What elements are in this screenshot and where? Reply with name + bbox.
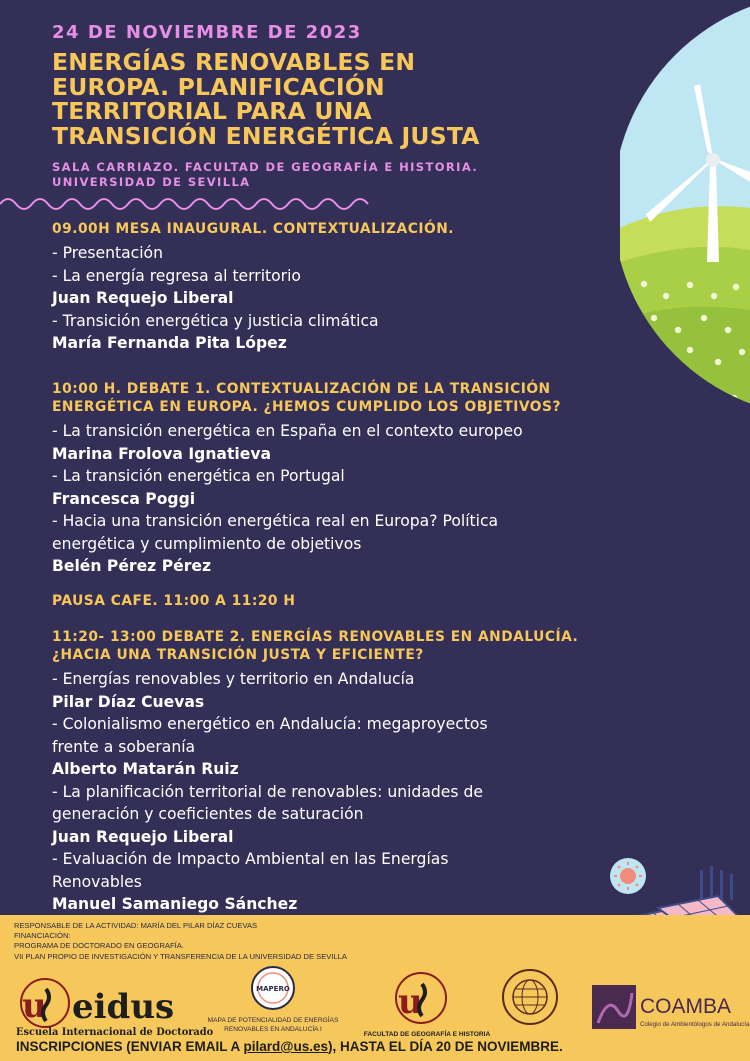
eidus-subtitle: Escuela Internacional de Doctorado: [16, 1027, 214, 1038]
program-item: - La planificación territorial de renovables: unidades de: [52, 782, 483, 801]
speaker-name: Juan Requejo Liberal: [52, 827, 234, 846]
svg-text:u: u: [22, 986, 47, 1026]
mapero-logo-label: MAPERO: [256, 985, 290, 993]
program-item: energética y cumplimiento de objetivos: [52, 534, 362, 553]
mapero-caption-line: RENOVABLES EN ANDALUCÍA I: [224, 1025, 322, 1033]
program-item: - La transición energética en España en el contexto europeo: [52, 422, 523, 440]
venue-line: SALA CARRIAZO. FACULTAD DE GEOGRAFÍA E HISTORIA.: [52, 160, 479, 174]
section-title-line: 11:20- 13:00 DEBATE 2. ENERGÍAS RENOVABLES EN ANDALUCÍA.: [52, 629, 579, 645]
decorative-wave: [0, 192, 380, 216]
event-date: 24 DE NOVIEMBRE DE 2023: [52, 22, 362, 43]
section-title-line: ENERGÉTICA EN EUROPA. ¿HEMOS CUMPLIDO LOS OBJETIVOS?: [52, 399, 561, 415]
section-pausa-cafe: [52, 592, 742, 610]
speaker-name: María Fernanda Pita López: [52, 334, 287, 352]
fgh-seal-icon: [392, 969, 450, 1027]
section-title-line: 10:00 H. DEBATE 1. CONTEXTUALIZACIÓN DE LA TRANSICIÓN: [52, 381, 551, 397]
program-item: - La energía regresa al territorio: [52, 266, 301, 285]
footer: [0, 915, 750, 1061]
speaker-name: Manuel Samaniego Sánchez: [52, 895, 298, 913]
coamba-name: COAMBA: [640, 995, 732, 1018]
registration-text-after: ), HASTA EL DÍA 20 DE NOVIEMBRE.: [327, 1039, 563, 1054]
registration-email-link[interactable]: pilard@us.es: [243, 1039, 328, 1054]
credit-line: PROGRAMA DE DOCTORADO EN GEOGRAFÍA.: [14, 941, 184, 951]
mapero-logo-icon: [250, 965, 296, 1011]
colegio-geografos-seal-icon: [500, 967, 560, 1027]
coamba-subtitle: Colegio de Ambientólogos de Andalucía: [640, 1021, 750, 1028]
section-title-line: ¿HACIA UNA TRANSICIÓN JUSTA Y EFICIENTE?: [52, 647, 424, 663]
program-item: - Presentación: [52, 244, 163, 262]
svg-text:u: u: [398, 982, 423, 1022]
speaker-name: Marina Frolova Ignatieva: [52, 444, 272, 463]
credit-line: VII PLAN PROPIO DE INVESTIGACIÓN Y TRANSFERENCIA DE LA UNIVERSIDAD DE SEVILLA: [14, 951, 347, 961]
speaker-name: Juan Requejo Liberal: [52, 289, 234, 307]
section-title: 09.00H MESA INAUGURAL. CONTEXTUALIZACIÓN.: [52, 221, 454, 237]
section-mesa-inaugural: [52, 220, 742, 355]
credits: [14, 921, 484, 962]
program-item: - Energías renovables y territorio en Andalucía: [52, 670, 415, 688]
section-title: PAUSA CAFE. 11:00 A 11:20 H: [52, 593, 296, 609]
eidus-logo-text: eidus: [72, 987, 175, 1027]
program-item: - La transición energética en Portugal: [52, 467, 345, 485]
sponsor-logos: [0, 965, 750, 1038]
speaker-name: Belén Pérez Pérez: [52, 557, 212, 575]
program-item: frente a soberanía: [52, 737, 196, 756]
fgh-caption: FACULTAD DE GEOGRAFÍA E HISTORIA: [363, 1031, 491, 1038]
mapero-caption-line: MAPA DE POTENCIALIDAD DE ENERGÍAS: [207, 1017, 339, 1024]
section-debate-1: [52, 380, 742, 578]
venue-line: UNIVERSIDAD DE SEVILLA: [52, 175, 251, 189]
program-item: generación y coeficientes de saturación: [52, 805, 364, 823]
program-item: - Evaluación de Impacto Ambiental en las Energías: [52, 850, 449, 868]
speaker-name: Francesca Poggi: [52, 489, 196, 508]
title-line: TERRITORIAL PARA UNA: [52, 97, 372, 125]
registration-info: [16, 1039, 750, 1054]
program-item: Renovables: [52, 872, 142, 891]
event-title: [52, 50, 642, 148]
coamba-logo-icon: [592, 985, 636, 1029]
title-line: TRANSICIÓN ENERGÉTICA JUSTA: [52, 121, 480, 150]
credit-line: RESPONSABLE DE LA ACTIVIDAD: MARÍA DEL PILAR DÍAZ CUEVAS: [14, 921, 258, 930]
speaker-name: Pilar Díaz Cuevas: [52, 692, 205, 711]
program-item: - Hacia una transición energética real en Europa? Política: [52, 512, 499, 530]
program-item: - Transición energética y justicia climática: [52, 311, 379, 330]
registration-text-before: INSCRIPCIONES (ENVIAR EMAIL A: [16, 1039, 244, 1054]
title-line: ENERGÍAS RENOVABLES EN: [52, 48, 416, 76]
program-item: - Colonialismo energético en Andalucía: megaproyectos: [52, 715, 488, 733]
credit-line: FINANCIACIÓN:: [14, 931, 71, 941]
eidus-seal-icon: [16, 975, 74, 1031]
title-line: EUROPA. PLANIFICACIÓN: [52, 72, 385, 101]
mapero-caption: [188, 1017, 358, 1034]
event-venue: [52, 160, 592, 190]
speaker-name: Alberto Matarán Ruiz: [52, 760, 239, 778]
